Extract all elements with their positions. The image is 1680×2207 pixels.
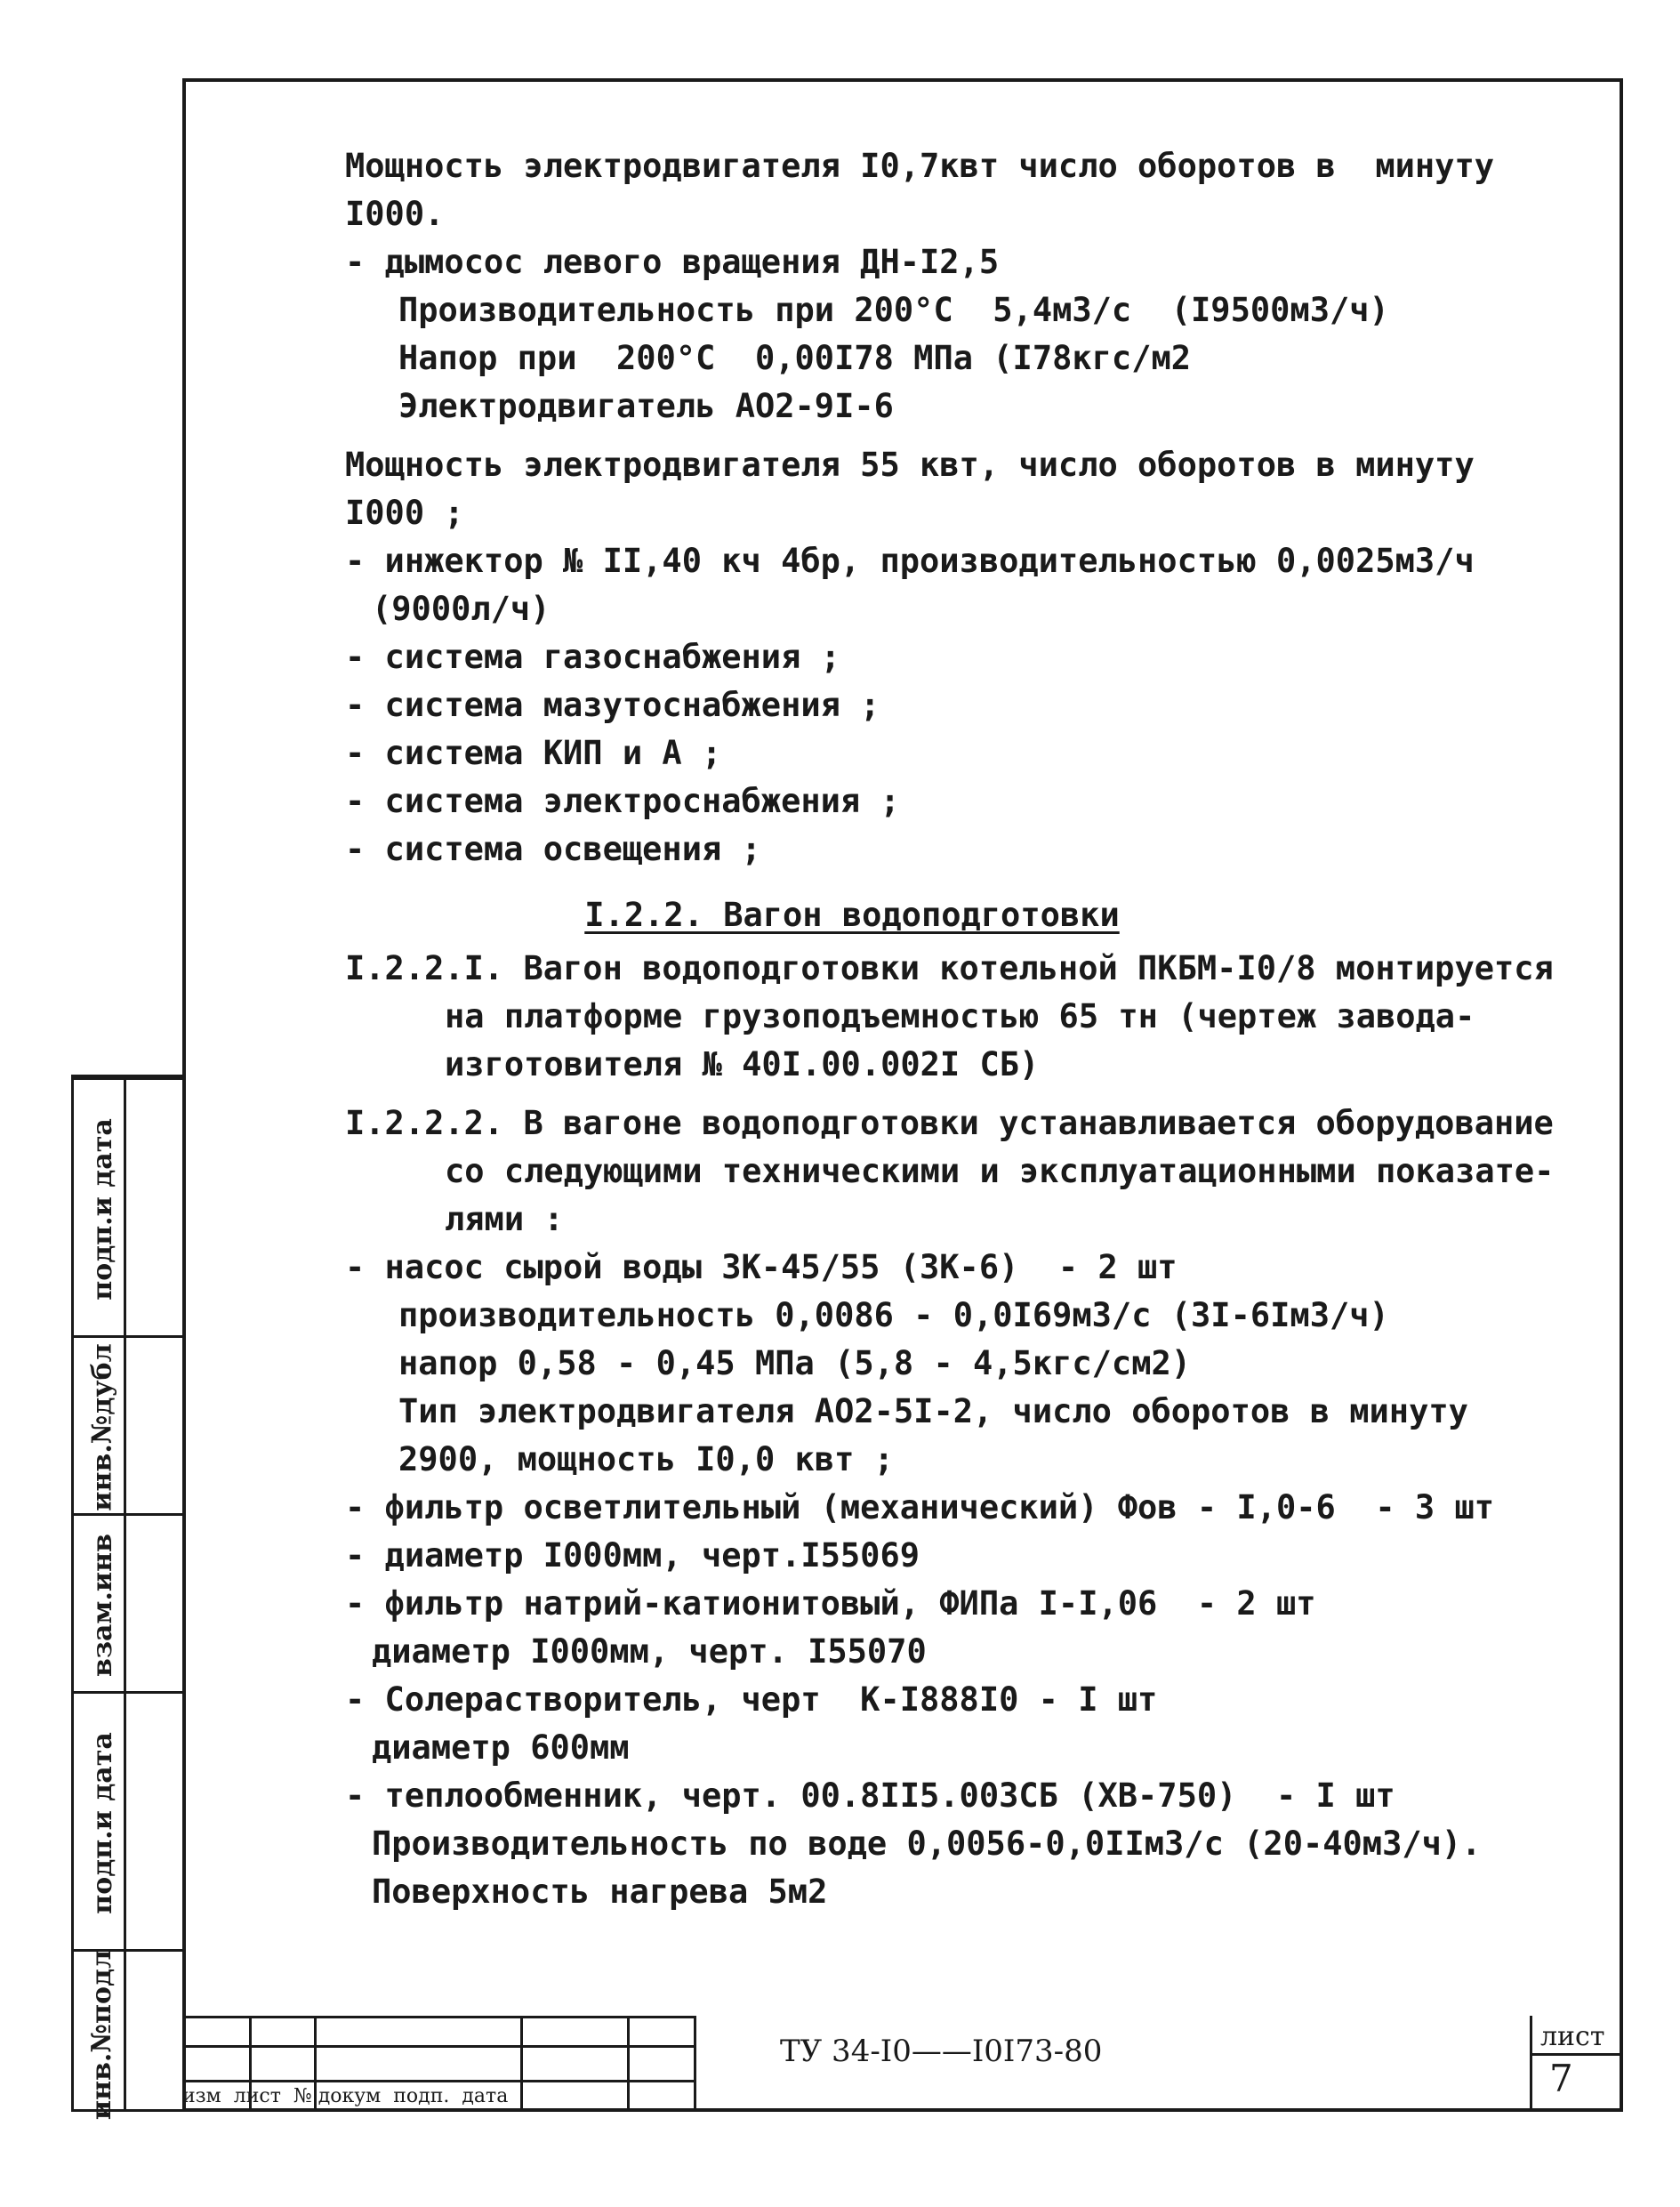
paragraph-line: изготовителя № 40I.00.002I СБ) (445, 1045, 1040, 1083)
list-item: - система КИП и А ; (345, 734, 722, 772)
sidebar-label: подп.и дата (86, 1731, 118, 1914)
list-item: - фильтр натрий-катионитовый, ФИПа I-I,06 - 2 шт (345, 1584, 1316, 1623)
list-item: - система освещения ; (345, 830, 761, 868)
text-line: Мощность электродвигателя I0,7квт число оборотов в минуту (345, 147, 1495, 185)
list-item: - система газоснабжения ; (345, 638, 840, 676)
text-line: Производительность по воде 0,0056-0,0IIм3/с (20-40м3/ч). (372, 1824, 1482, 1863)
document-code: ТУ 34-I0——I0I73-80 (780, 2034, 1103, 2069)
section-heading: I.2.2. Вагон водоподготовки (584, 896, 1120, 934)
sidebar-label: инв.№дубл (86, 1342, 118, 1511)
paragraph-line: I.2.2.I. Вагон водоподготовки котельной ПКБМ-I0/8 монтируется (345, 949, 1554, 987)
sidebar-cell-original-inv (74, 1949, 186, 2120)
list-item: - система электроснабжения ; (345, 782, 900, 820)
text-line: I000 ; (345, 494, 464, 532)
text-line: I000. (345, 195, 445, 233)
list-item: - Солерастворитель, черт К-I888I0 - I шт (345, 1680, 1158, 1719)
sheet-number: 7 (1549, 2057, 1573, 2100)
list-item: - диаметр I000мм, черт.I55069 (345, 1536, 920, 1575)
paragraph-line: на платформе грузоподъемностью 65 тн (чертеж завода- (445, 997, 1475, 1035)
list-item: - система мазутоснабжения ; (345, 686, 880, 724)
paragraph-line: I.2.2.2. В вагоне водоподготовки устанавливается оборудование (345, 1104, 1554, 1142)
sidebar-label: подп.и дата (86, 1117, 118, 1301)
document-body (345, 142, 1590, 1916)
sidebar-label: взам.инв (86, 1533, 118, 1677)
text-line: (9000л/ч) (372, 590, 551, 628)
list-item: - теплообменник, черт. 00.8II5.003СБ (ХВ-750) - I шт (345, 1776, 1395, 1815)
text-line: диаметр 600мм (372, 1728, 630, 1767)
sheet-label: лист (1540, 2021, 1605, 2052)
paragraph-line: лями : (445, 1200, 564, 1238)
text-line: диаметр I000мм, черт. I55070 (372, 1632, 927, 1671)
text-line: Поверхность нагрева 5м2 (372, 1873, 828, 1911)
list-item: - инжектор № II,40 кч 4бр, производительностью 0,0025м3/ч (345, 542, 1475, 580)
text-line: Напор при 200°С 0,00I78 МПа (I78кгс/м2 (398, 339, 1192, 377)
list-item: - дымосос левого вращения ДН-I2,5 (345, 243, 1000, 281)
sidebar-label: инв.№подл (86, 1949, 118, 2120)
registration-sidebar (71, 1075, 186, 2120)
text-line: Тип электродвигателя АО2-5I-2, число оборотов в минуту (398, 1392, 1468, 1430)
title-block-columns: изм лист № докум подп. дата (182, 2085, 509, 2107)
text-line: производительность 0,0086 - 0,0I69м3/с (3I-6Iм3/ч) (398, 1296, 1389, 1334)
list-item: - фильтр осветлительный (механический) Фов - I,0-6 - 3 шт (345, 1488, 1495, 1526)
sidebar-cell-sign-date-1 (74, 1077, 186, 1335)
text-line: Мощность электродвигателя 55 квт, число оборотов в минуту (345, 446, 1475, 484)
sidebar-cell-dup-inv (74, 1335, 186, 1513)
text-line: Электродвигатель АО2-9I-6 (398, 387, 894, 425)
list-item: - насос сырой воды 3К-45/55 (3К-6) - 2 шт (345, 1248, 1178, 1286)
paragraph-line: со следующими техническими и эксплуатационными показате- (445, 1152, 1555, 1190)
sidebar-cell-replacement-inv (74, 1513, 186, 1691)
sidebar-cell-sign-date-2 (74, 1691, 186, 1949)
title-block (182, 2016, 1623, 2112)
text-line: Производительность при 200°С 5,4м3/с (I9500м3/ч) (398, 291, 1389, 329)
text-line: 2900, мощность I0,0 квт ; (398, 1440, 894, 1478)
text-line: напор 0,58 - 0,45 МПа (5,8 - 4,5кгс/см2) (398, 1344, 1192, 1382)
